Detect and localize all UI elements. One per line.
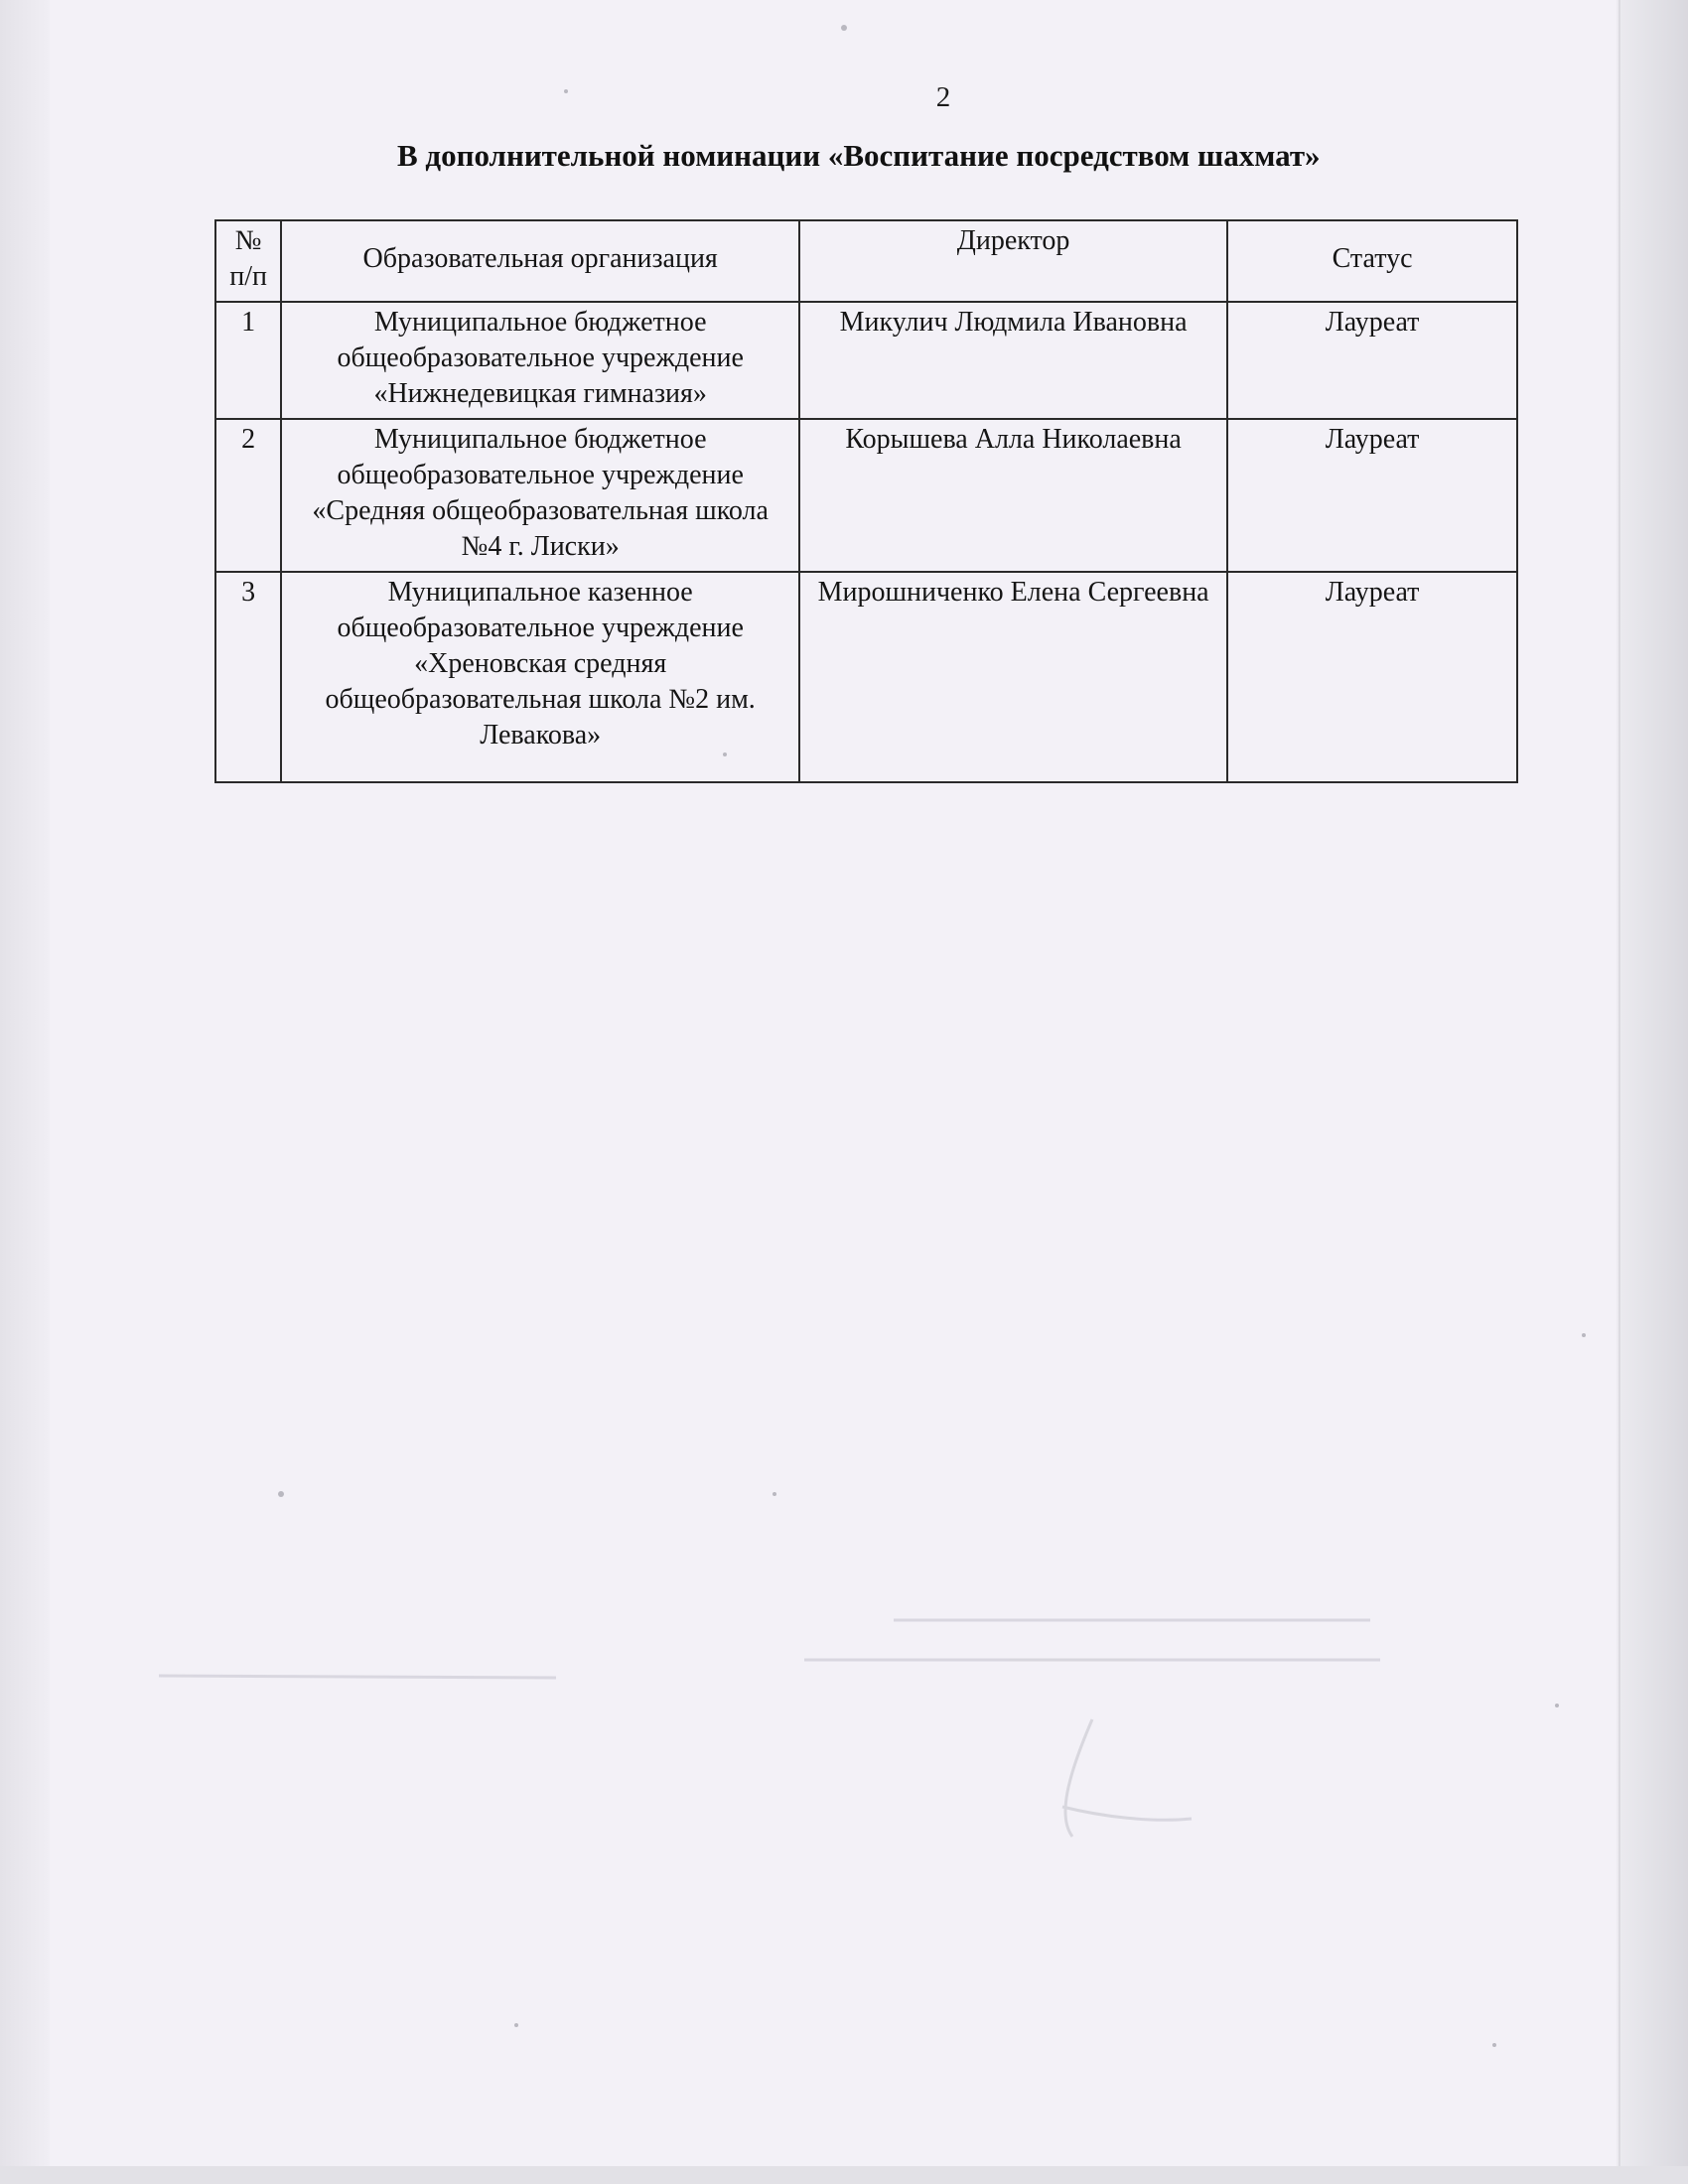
header-director: Директор [799,220,1227,302]
row-director: Мирошниченко Елена Сергеевна [799,572,1227,782]
header-number: № п/п [215,220,281,302]
row-status: Лауреат [1227,302,1517,419]
row-status: Лауреат [1227,419,1517,572]
row-status: Лауреат [1227,572,1517,782]
row-number: 3 [215,572,281,782]
header-status: Статус [1227,220,1517,302]
row-organization: Муниципальное бюджетное общеобразовательное учреждение «Средняя общеобразовательная школа №4 г. Лиски» [281,419,799,572]
header-organization: Образовательная организация [281,220,799,302]
row-organization: Муниципальное казенное общеобразовательное учреждение «Хреновская средняя общеобразовательная школа №2 им. Левакова» [281,572,799,782]
page-number: 2 [935,81,951,113]
row-director: Микулич Людмила Ивановна [799,302,1227,419]
row-organization: Муниципальное бюджетное общеобразовательное учреждение «Нижнедевицкая гимназия» [281,302,799,419]
nomination-title: В дополнительной номинации «Воспитание посредством шахмат» [397,138,1321,173]
row-number: 2 [215,419,281,572]
row-director: Корышева Алла Николаевна [799,419,1227,572]
row-number: 1 [215,302,281,419]
